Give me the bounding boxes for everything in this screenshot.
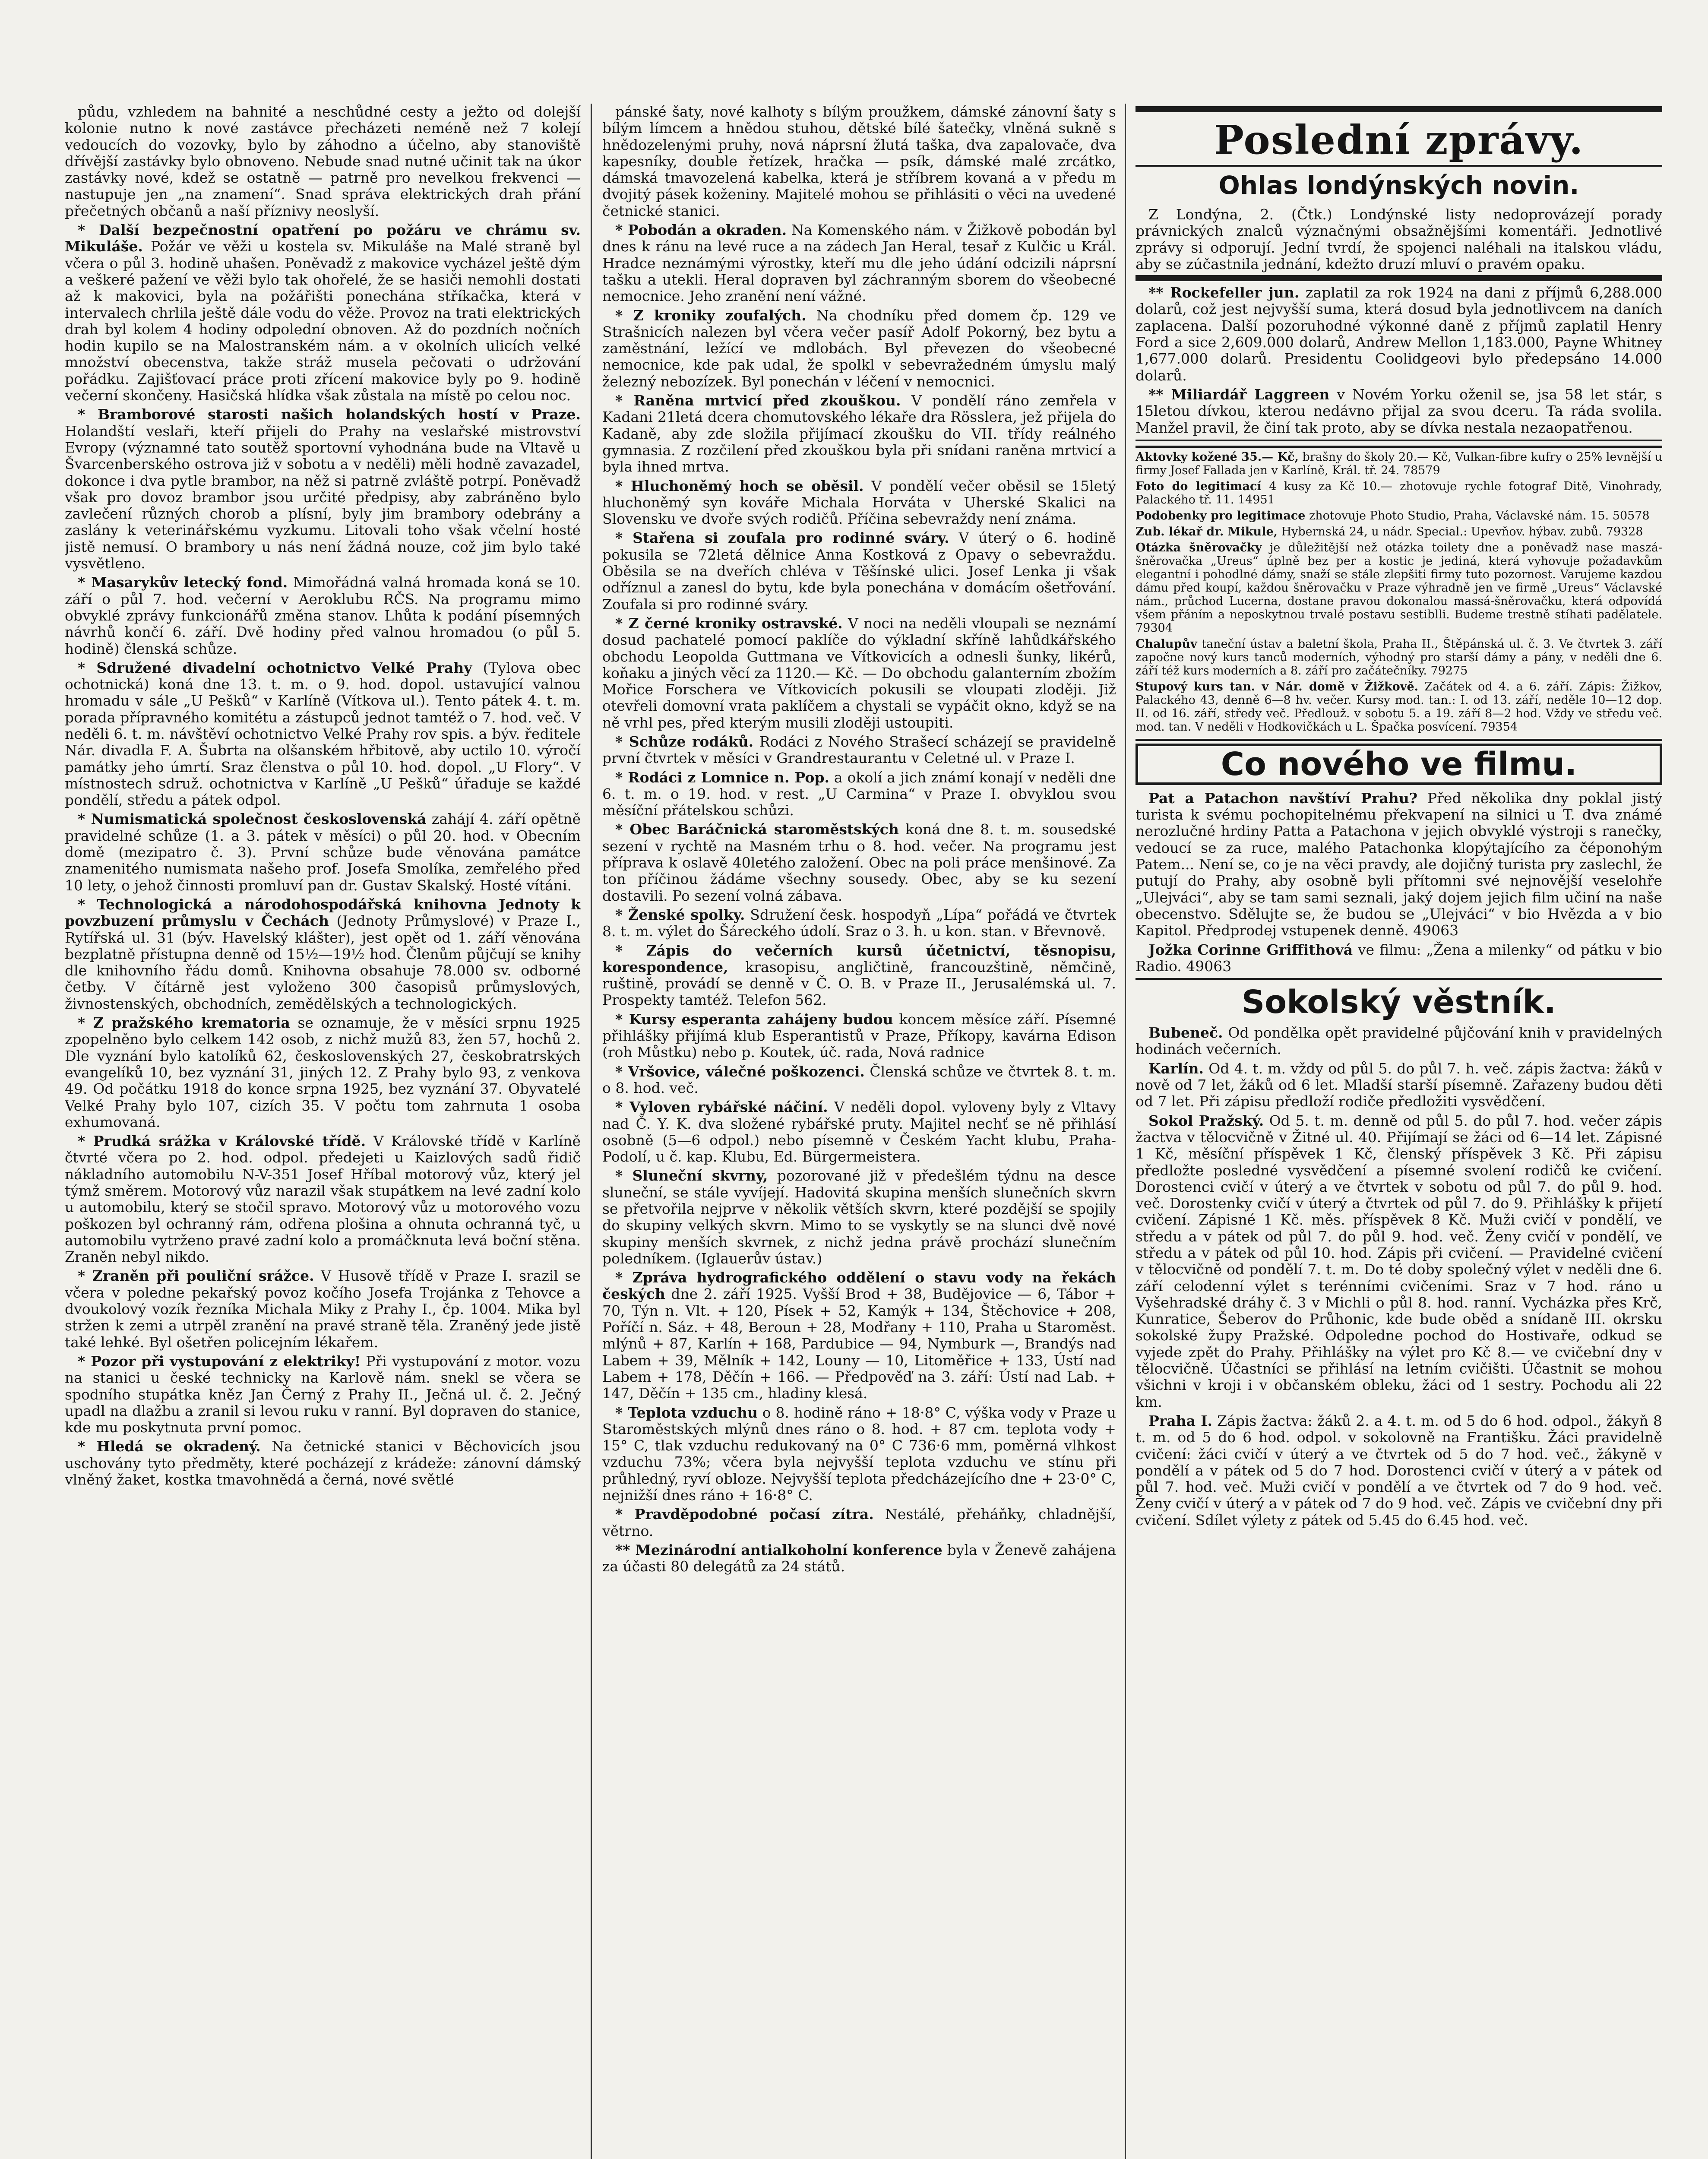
news-item-text: V noci na neděli vloupali se neznámí dosud pachatelé pomocí paklíče do výkladní skříně lahůdkářského obchodu Leopolda Guttmana ve Vítkovicích a odnesli šunky, likérů, koňaku a jiných věcí za 1120.— Kč. — Do obchodu galanterním zbožím Mořice Forschera ve Vítkovicích pokusili se vloupati zloději. Již otevřeli domovní vrata paklíčem a chystali se vypáčit okno, když se na ně vrhl pes, před kterým musili zloději ustoupiti. — [602, 614, 1116, 731]
sokol-item-heading: Sokol Pražský. — [1148, 1112, 1264, 1129]
news-item-text: koná dne 8. t. m. sousedské sezení v rychtě na Masném trhu o 8. hod. večer. Na programu jest příprava k oslavě 40letého založení. Obec na poli práce menšinové. Za ton příčinou žádáme všechny sousedy. Obec, aby se ku sezení dostavili. Po sezení volná zábava. — [602, 821, 1116, 904]
advert — [1136, 525, 1662, 538]
news-item-text: V neděli dopol. vyloveny byly z Vltavy nad Č. Y. K. dva složené rybářské pruty. Majitel nechť se ně přihlásí osobně (5—6 odpol.) nebo písemně v Českém Yacht klubu, Praha-Podolí, u č. kap. Klubu, Ed. Bürgermeistera. — [602, 1098, 1116, 1165]
rule — [1136, 978, 1662, 980]
news-item-text: V Husově třídě v Praze I. srazil se včera v poledne pekařský povoz kočího Josefa Trojánka z Tehovce a dvoukolový vozík řezníka Michala Miky z Prahy I., čp. 1004. Mika byl stržen k zemi a utrpěl zranění na pravé straně těla. Zraněný jede jistě také lehké. Byl ošetřen policejním lékařem. — [65, 1267, 581, 1351]
heavy-rule — [1136, 275, 1662, 281]
advert — [1136, 450, 1662, 477]
news-item-text: koncem měsíce září. Písemné přihlášky přijímá klub Esperantistů v Praze, Příkopy, kavárna Edison (roh Můstku) nebo p. Koutek, úč. rada, Nová radnice — [602, 1010, 1116, 1061]
news-item-heading: ** Rockefeller jun. — [1148, 284, 1300, 301]
sokol-item — [1136, 1025, 1662, 1058]
news-item-text: Na četnické stanici v Běchovicích jsou uschovány tyto předměty, které pocházejí z krádeže: zánovní dámský vlněný žaket, kostka tmavohnědá a černá, nové světlé — [65, 1438, 581, 1488]
advert — [1136, 637, 1662, 677]
news-item-text: V Královské třídě v Karlíně čtvrté včera po 2. hod. odpol. předejeti u Kaizlových sadů řidič nákladního automobilu N-V-351 Josef Hříbal motorový vůz, který jel týmž směrem. Motorový vůz narazil však stupátkem na levé zadní kolo u automobilu, který se stočil spravo. Motorový vůz u motorového vozu poškozen byl ochranný rám, odřena plošina a ohnuta ochranná tyč, u automobilu vytrženo pravé zadní kolo a promáčknuta levá boční stěna. Zraněn nebyl nikdo. — [65, 1133, 581, 1266]
film-item — [1136, 790, 1662, 939]
news-item — [65, 1353, 581, 1436]
news-item — [65, 574, 581, 657]
news-item-text: Členská schůze ve čtvrtek 8. t. m. o 8. hod. več. — [602, 1063, 1116, 1096]
advert — [1136, 680, 1662, 734]
film-section-title: Co nového ve filmu. — [1136, 744, 1662, 785]
news-item-heading: * Ženské spolky. — [615, 906, 745, 923]
news-item-heading: * Prudká srážka v Královské třídě. — [78, 1133, 366, 1150]
news-item-heading: * Zpráva hydrografického oddělení o stavu vody na řekách českých — [602, 1269, 1116, 1303]
news-item — [65, 660, 581, 809]
news-item — [602, 1099, 1116, 1165]
section-masthead: Poslední zprávy. — [1214, 117, 1584, 163]
news-item-heading: ** Miliardář Laggreen — [1148, 386, 1330, 403]
news-item-text: Rodáci z Nového Strašecí scházejí se pravidelně první čtvrtek v měsíci v Grandrestaurantu v Celetné ul. v Praze I. — [602, 733, 1116, 767]
news-item — [602, 530, 1116, 612]
advert-heading: Podobenky pro legitimace — [1136, 509, 1306, 522]
newspaper-page — [65, 104, 1662, 2159]
news-item-heading: * Z černé kroniky ostravské. — [615, 614, 843, 632]
news-item-text: v Novém Yorku oženil se, jsa 58 let stár, s 15letou dívkou, kterou nedávno přijal za svou dceru. Ta ráda svolila. Manžel pravil, že činí tak proto, aby se dívka nestala nezaopatřenou. — [1136, 386, 1662, 436]
advert-heading: Chalupův — [1136, 637, 1197, 651]
news-item — [65, 406, 581, 572]
sokol-items — [1136, 1025, 1662, 1529]
news-item — [602, 1506, 1116, 1539]
news-item-text: krasopisu, angličtině, francouzštině, němčině, ruštině, provádí se denně v Č. O. B. v Praze II., Jerusalémská ul. 7. Prospekty tamtéž. Telefon 562. — [602, 958, 1116, 1009]
advert-text: Hybernská 24, u nádr. Special.: Upevňov. hýbav. zubů. 79328 — [1278, 525, 1643, 538]
news-item-text: (Tylova obec ochotnická) koná dne 13. t. m. o 9. hod. dopol. ustavující valnou hromadu v sále „U Pešků“ v Karlíně (Vítkova ul.). Tento pátek 4. t. m. porada přípravného komitétu a zástupců jednot tamtéž o 7. hod. več. V neděli 6. t. m. návštěví ochotnictvo Velké Prahy rov spis. a býv. ředitele Nár. divadla F. A. Šubrta na olšanském hřbitově, aby uctilo 10. výročí památky jeho úmrtí. Sraz členstva o půl 10. hod. dopol. „U Flory“. V místnostech sdruž. ochotnictva v Karlíně „U Pešků“ úřaduje se každé pondělí, středu a pátek odpol. — [65, 659, 581, 809]
news-item-heading: * Pozor při vystupování z elektriky! — [78, 1352, 361, 1370]
news-item-text: Při vystupování z motor. vozu na stanici u české technicky na Karlově nám. snekl se včera se spodního stupátka kněz Jan Černý z Prahy II., Ječná ul. č. 2. Ječný upadl na dlažbu a zranil si levou ruku v ranní. Byl dopraven do stanice, kde mu poskytnuta první pomoc. — [65, 1352, 581, 1436]
sokol-item-heading: Karlín. — [1148, 1060, 1204, 1077]
sokol-section-title: Sokolský věstník. — [1241, 984, 1556, 1021]
advert-text: 4 kusy za Kč 10.— zhotovuje rychle fotograf Ditě, Vinohrady, Palackého tř. 11. 14951 — [1136, 479, 1662, 507]
sokol-item-text: Od 5. t. m. denně od půl 5. do půl 7. hod. večer zápis žactva v tělocvičně v Žitné ul. 40. Přijímají se žáci od 6—14 let. Zápisné 1 Kč, měsíční příspěvek 1 Kč, členský příspěvek 3 Kč. Při zápisu předložte posledné vysvědčení a písemné svolení rodičů ke cvičení. Dorostenci cvičí v úterý a ve čtvrtek v sobotu od půl 7. do půl 9. hod. več. Dorostenky cvičí v úterý a čtvrtek od půl 7. do 9. Přihlášky k přijetí cvičení. Zápisné 1 Kč. měs. příspěvek 8 Kč. Muži cvičí v pondělí, ve středu a v pátek od půl 7. do půl 9. hod. več. Ženy cvičí v pondělí, ve středu a v pátek od půl 10. hod. Zápis při cvičení. — Pravidelné cvičení v tělocvičně od pondělí 7. t. m. Do té doby společný výlet v neděli dne 6. září celodenní výlet s terénními cvičeními. Sraz v 7 hod. ráno u Vyšehradské dráhy č. 3 v Michli o půl 8. hod. ranní. Vycházka přes Krč, Kunratice, Šeberov do Průhonic, kde bude oběd a snídaně III. okrsku sokolské župy Pražské. Odpoledne pochod do Hostivaře, odkud se vyjede zpět do Prahy. Přihlášky na výlet pro Kč 8.— ve cvičební dny v tělocvičně. Účastníci se přihlásí na letním cvičišti. Účastnit se mohou všichni v kroji i v občanském obleku, žáci od 1 sestry. Pochodu ali 22 km. — [1136, 1112, 1662, 1410]
advert-text: Začátek od 4. a 6. září. Zápis: Žižkov, Palackého 43, denně 6—8 hv. večer. Kursy mod. tan.: I. od 13. září, neděle 10—12 dop. II. od 16. září, středy več. Předlouž. v sobotu 5. a 19. září 8—2 hod. Vždy ve středu več. mod. tan. V neděli v Hodkovičkách u L. Špačka posvícení. 79354 — [1136, 680, 1662, 734]
film-item-heading: Pat a Patachon navštíví Prahu? — [1148, 789, 1418, 807]
news-item — [602, 943, 1116, 1009]
heavy-rule — [1136, 106, 1662, 112]
news-item — [602, 478, 1116, 528]
news-item-text: V pondělí večer oběsil se 15letý hluchoněmý syn kováře Michala Horváta v Uherské Skalici na Slovensku ve dvoře svých rodičů. Příčina sebevraždy není známa. — [602, 477, 1116, 528]
news-item — [602, 734, 1116, 767]
news-item-heading: ** Mezinárodní antialkoholní konference — [615, 1541, 943, 1558]
news-item-heading: * Hledá se okradený. — [78, 1438, 261, 1455]
advert-text: je důležitější než otázka toilety dne a poněvadž nase maszá-šněrovačka „Ureus“ úplně bez per a kostic je jediná, která vyhovuje požadavkům elegantní i pohodlné dámy, snaží se stále zlepšiti firmy tuto pozornost. Varujeme kazdou dámu před koupí, každou šněrovačku v Praze výhradně jen ve firmě „Ureus“ Václavské nám., průchod Lucerna, dostane pravou dokonalou massá-šněrovačku, která odpovídá všem přáním a neposkytnou trvalé postavu sestiblli. Budeme trestně stíhati padělatele. 79304 — [1136, 541, 1662, 635]
news-item-text: byla v Ženevě zahájena za účasti 80 delegátů za 24 států. — [602, 1541, 1116, 1575]
news-item-text: se oznamuje, že v měsíci srpnu 1925 zpopelněno bylo celkem 142 osob, z nichž mužů 83, žen 57, hochů 2. Dle vyznání bylo katolíků 62, československých 27, českobratrských evangelíků 10, bez vyznání 31, jiných 12. Z Prahy bylo 93, z venkova 49. Od počátku 1918 do konce srpna 1925, bez vyznání 37. Obyvatelé Velké Prahy bylo 107, cizích 35. V počtu tom zahrnuta 1 osoba exhumovaná. — [65, 1014, 581, 1130]
advert-heading: Stupový kurs tan. v Nár. domě v Žižkově. — [1136, 680, 1419, 693]
advert — [1136, 509, 1662, 522]
news-item-heading: * Stařena si zoufala pro rodinné sváry. — [615, 529, 949, 547]
news-item-heading: * Z pražského krematoria — [78, 1014, 290, 1032]
advert-heading: Otázka šněrovačky — [1136, 541, 1262, 554]
news-item-heading: * Numismatická společnost československá — [78, 810, 427, 828]
news-item-text: (Jednoty Průmyslové) v Praze I., Rytířská ul. 31 (býv. Havelský klášter), jest opět od 1. září věnována bezplatně přístupna denně od 15½—19½ hod. Členům půjčují se knihy dle knihovního řádu domů. Knihovna obsahuje 78.000 sv. odborné četby. V čítárně jest vyloženo 300 časopisů průmyslových, živnostenských, obchodních, zemědělských a technologických. — [65, 912, 581, 1012]
news-item-heading: * Schůze rodáků. — [615, 733, 754, 750]
news-item-text: pánské šaty, nové kalhoty s bílým proužkem, dámské zánovní šaty s bílým límcem a hnědou stuhou, dětské bílé šatečky, vlněná sukně s hnědozelenými pruhy, nová náprsní žlutá taška, dva zapalovače, dva kapesníky, double řetízek, hračka — psík, dámské malé zrcátko, dámská tmavozelená kabelka, která je stříbrem kovaná a v předu m dvojitý pásek koženiny. Majitelé mohou se přihlásiti o věci na uvedené četnické stanici. — [602, 104, 1116, 219]
news-item — [65, 1268, 581, 1350]
news-item-heading: * Zápis do večerních kursů účetnictví, těsnopisu, korespondence, — [602, 942, 1116, 975]
news-item — [602, 1405, 1116, 1504]
news-item-text: V pondělí ráno zemřela v Kadani 21letá dcera chomutovského lékaře dra Rösslera, jež přijela do Kadaně, aby zde složila přijímací zkoušku do VII. třídy reálného gymnasia. Z rozčilení před zkouškou byla při snídani raněna mrtvicí a byla ihned mrtva. — [602, 392, 1116, 475]
news-item-heading: * Pobodán a okraden. — [615, 222, 787, 239]
news-item-heading: * Rodáci z Lomnice n. Pop. — [615, 769, 829, 786]
news-item — [602, 615, 1116, 731]
news-item — [1136, 285, 1662, 384]
news-item-text: o 8. hodině ráno + 18·8° C, výška vody v Praze u Staroměstských mlýnů dnes ráno o 8. hod. + 87 cm. teplota vody + 15° C, tlak vzduchu redukovaný na 0° C 736·6 mm, poměrná vlhkost vzduchu 73%; včera byla nejvyšší teplota vzduchu ve stínu při průhledný, ryví obloze. Nejvyšší teplota předcházejícího dne + 23·0° C, nejnižší dnes ráno + 16·8° C. — [602, 1404, 1116, 1504]
news-item — [65, 1133, 581, 1265]
news-item — [602, 907, 1116, 940]
film-item-text: Před několika dny poklal jistý turista k svému pochopitelnému překvapení na silnici u T. dva známé nerozlučné hrdiny Patta a Patachona v jejich obvyklé výstroji s ranečky, vedoucí se za ruce, malého Patachonka klopýtajícího za čéponohým Patem... Není se, co je na věci pravdy, ale dojičný turista pry zaslechl, že putují do Prahy, aby osobně byli přítomni své nejnovější veselohře „Ulejváci“, aby se tam sami seznali, jaký dojem jejich film učiní na naše obecenstvo. Sdělujte se, že budou se „Ulejváci“ v bio Hvězda a v bio Kapitol. Předprodej vstupenek denně. 49063 — [1136, 789, 1662, 939]
news-item-text: Holandští veslaři, kteří přijeli do Prahy na veslařské mistrovství Evropy (významné tato soutěž sportovní vyhodnána bude na Vltavě u Švarcenberského ostrova již v sobotu a v neděli) měli hodně zavazadel, dokonce i dva pytle brambor, na něž si patrně zvláště potrpí. Poněvadž však pro dovoz brambor jsou určité předpisy, aby zabráněno bylo zavlečení různých chorob a plísní, byly jim brambory odebrány a zaslány k veterinářskému vyzkumu. Litovali toho však včelní hosté jistě nemusí. O brambory u nás není žádná nouze, což jim bylo také vysvětleno. — [65, 422, 581, 572]
column-local-news-continued — [602, 104, 1116, 1578]
column-local-news — [65, 104, 581, 1491]
news-item — [602, 222, 1116, 304]
news-item-text: V úterý o 6. hodině pokusila se 72letá dělnice Anna Kostková z Opavy o sebevraždu. Oběsila se na dveřích chléva v Těšínské ulici. Josef Lenka ji však odříznul a zanesl do bytu, kde byla ponechána v domácím ošetřování. Zoufala si pro rodinné sváry. — [602, 529, 1116, 613]
advert — [1136, 480, 1662, 507]
advert-heading: Foto do legitimací — [1136, 479, 1262, 493]
film-item — [1136, 942, 1662, 975]
news-item — [602, 1168, 1116, 1267]
advert — [1136, 541, 1662, 635]
news-item — [65, 104, 581, 219]
section-subhead: Ohlas londýnských novin. — [1218, 171, 1579, 200]
news-item-text: Mimořádná valná hromada koná se 10. září o půl 7. hod. večerní v Aeroklubu RČS. Na programu mimo obvyklé zprávy funkcionářů změna stanov. Lhůta k podání písemných návrhů končí 6. září. Dvě hodiny před valnou hromadou (o půl 5. hodině) členská schůze. — [65, 574, 581, 657]
news-item-text: Na chodníku před domem čp. 129 ve Strašnicích nalezen byl včera večer pasíř Adolf Pokorný, bez bytu a zaměstnání, ležící ve mdlobách. Byl převezen do všeobecné nemocnice, kde pak udal, že spolkl v sebevražedném úmyslu malý železný nebozízek. Byl ponechán v léčení v nemocnici. — [602, 307, 1116, 390]
classified-ads — [1136, 446, 1662, 741]
column-rule — [1125, 104, 1126, 2159]
news-item — [602, 393, 1116, 475]
news-item-heading: * Technologická a národohospodářská knihovna Jednoty k povzbuzení průmyslu v Čechách — [65, 896, 581, 930]
rule — [1136, 440, 1662, 441]
news-item-heading: * Vršovice, válečné poškozenci. — [615, 1063, 865, 1080]
news-item — [602, 769, 1116, 819]
news-item — [65, 222, 581, 404]
news-item-heading: * Obec Baráčnická staroměstských — [615, 821, 899, 838]
news-item-heading: * Kursy esperanta zahájeny budou — [615, 1010, 893, 1028]
news-item — [65, 1015, 581, 1130]
sokol-item — [1136, 1413, 1662, 1529]
news-item-text: Sdružení česk. hospodyň „Lípa“ pořádá ve čtvrtek 8. t. m. výlet do Šáreckého údolí. Sraz o 3. h. u kon. stan. v Břevnově. — [602, 906, 1116, 940]
news-item — [602, 1011, 1116, 1061]
news-item-heading: * Teplota vzduchu — [615, 1404, 758, 1421]
sokol-item-text: Od 4. t. m. vždy od půl 5. do půl 7. h. več. zápis žactva: žáků v nově od 7 let, žáků od 6 let. Mladší starší písemně. Zařazeny budou děti od 7 let. Při zápisu předloží rodiče předložiti vysvědčení. — [1136, 1060, 1662, 1110]
sokol-item-text: Od pondělka opět pravidelné půjčování knih v pravidelných hodinách večerních. — [1136, 1024, 1662, 1058]
advert-text: zhotovuje Photo Studio, Praha, Václavské nám. 15. 50578 — [1305, 509, 1650, 522]
news-item-text: Na Komenského nám. v Žižkově pobodán byl dnes k ránu na levé ruce a na zádech Jan Heral, tesař z Kulčic u Král. Hradce neznámými výrostky, kteří mu dle jeho údání odcizili náprsní tašku a utekli. Heral dopraven byl záchranným sborem do všeobecné nemocnice. Jeho zranění není vážné. — [602, 222, 1116, 305]
news-item-heading: * Raněna mrtvicí před zkouškou. — [615, 392, 901, 409]
news-item-text: Nestálé, přeháňky, chladnější, větrno. — [602, 1506, 1116, 1539]
advert-text: taneční ústav a baletní škola, Praha II., Štěpánská ul. č. 3. Ve čtvrtek 3. září započne nový kurs tanců moderních, výhodný pro starší dámy a pány, v neděli dne 6. září též kurs moderních a 8. září pro začátečníky. 79275 — [1136, 637, 1662, 677]
news-item-heading: * Sluneční skvrny, — [615, 1167, 768, 1184]
column-rule — [591, 104, 592, 2159]
news-item-heading: * Z kroniky zoufalých. — [615, 307, 807, 324]
news-item — [1136, 386, 1662, 436]
news-item-text: pozorované již v předešlém týdnu na desce sluneční, se stále vyvíjejí. Hadovitá skupina menších slunečních skvrn se přetvořila nejprve v několik větších skvrn, které pozdější se spojily do skupiny velkých skvrn. Mimo to se vyskytly se na slunci dvě nové skupiny menších skvrnek, z nichž jedna právě prochází slunečním poledníkem. (Iglauerův ústav.) — [602, 1167, 1116, 1267]
news-item-heading: * Hluchoněmý hoch se oběsil. — [615, 477, 864, 494]
news-item-text: a okolí a jich známí konají v neděli dne 6. t. m. o 19. hod. v rest. „U Carmina“ v Praze I. obvyklou svou měsíční přátelskou schůzi. — [602, 769, 1116, 819]
advert-heading: Zub. lékař dr. Mikule, — [1136, 525, 1278, 538]
news-items — [1136, 285, 1662, 436]
sokol-item-heading: Bubeneč. — [1148, 1024, 1223, 1042]
news-item-heading: * Bramborové starosti našich holandských hostí v Praze. — [78, 406, 581, 423]
rule — [1136, 165, 1662, 167]
sokol-item — [1136, 1113, 1662, 1410]
column-latest-news — [1136, 104, 1662, 1531]
news-item — [602, 307, 1116, 390]
sokol-item-heading: Praha I. — [1148, 1412, 1212, 1429]
news-item-text: dne 2. září 1925. Vyšší Brod + 38, Budějovice — 6, Tábor + 70, Týn n. Vlt. + 120, Písek + 52, Kamýk + 134, Štěchovice + 208, Poříčí n. Sáz. + 48, Beroun + 28, Modřany + 110, Praha u Staroměst. mlýnů + 87, Karlín + 168, Pardubice — 94, Nymburk —, Brandýs nad Labem + 39, Mělník + 142, Louny — 10, Litoměřice + 133, Ústí nad Labem + 178, Děčín + 166. — Předpověď na 3. září: Ústí nad Lab. + 147, Děčín + 135 cm., hladiny klesá. — [602, 1285, 1116, 1402]
news-item-heading: * Sdružené divadelní ochotnictvo Velké Prahy — [78, 659, 472, 676]
sokol-item-text: Zápis žactva: žáků 2. a 4. t. m. od 5 do 6 hod. odpol., žákyň 8 t. m. od 5 do 6 hod. odpol. v sokolovně na Františku. Žáci pravidelně cvičení: žáci cvičí v úterý a ve čtvrtek od 5 do 7 hod. več., žákyně v pondělí a v pátek od 5 do 7 hod. Dorostenci cvičí v úterý a v pátek od půl 7. hod. več. Muži cvičí v pondělí a ve čtvrtek od 7 do 9 hod. več. Ženy cvičí v úterý a v pátek od 7 do 9 hod. več. Zápis ve cvičební dny při cvičení. Sdílet výlety z pátek od 5.45 do 6.45 hod. več. — [1136, 1412, 1662, 1529]
advert-text: brašny do školy 20.— Kč, Vulkan-fibre kufry o 25% levnější u firmy Josef Fallada jen v Karlíně, Král. tř. 24. 78579 — [1136, 450, 1662, 477]
news-item-heading: * Vyloven rybářské náčiní. — [615, 1098, 828, 1116]
news-item-heading: * Pravděpodobné počasí zítra. — [615, 1506, 874, 1523]
news-item-text: půdu, vzhledem na bahnité a neschůdné cesty a ježto od dolejší kolonie nutno k nové zastávce přecházeti neméně než 7 kolejí vedoucích do vozovky, bylo by záhodno a účelno, aby stanoviště dřívější zastávky bylo obnoveno. Nebude snad nutné učinit tak na úkor zastávky nové, kdež se ostatně — patrně pro nevelkou frekvenci — nastupuje jen „na znamení“. Snad správa elektrických drah přání přečetných občanů a naší příznivy neoslyší. — [65, 104, 581, 219]
news-item — [65, 811, 581, 893]
news-item-heading: * Masarykův letecký fond. — [78, 574, 288, 591]
news-item — [602, 1269, 1116, 1402]
film-items — [1136, 790, 1662, 975]
news-item-text: Požár ve věži u kostela sv. Mikuláše na Malé straně byl včera o půl 3. hodině uhašen. Poněvadž z makovice vycházel ještě dým a veškeré pažení ve věži bylo tak ohořelé, že se hasiči nemohli dostati až k makovici, byla na požářišti ponechána stříkačka, která v intervalech chrlila ještě dále vodu do věže. Provoz na trati elektrických drah byl kolem 4 hodiny odpolední obnoven. Až do pozdních nočních hodin kupilo se na Malostranském nám. a v okolních ulicích velké množství obecenstva, takže stráž musela pečovati o udržování pořádku. Zajišťovací práce proti zřícení makovice byly po 9. hodině večerní skončeny. Hasičská hlídka však zůstala na místě po celou noc. — [65, 238, 581, 404]
film-item-text: ve filmu: „Žena a milenky“ od pátku v bio Radio. 49063 — [1136, 941, 1662, 975]
news-item — [602, 1064, 1116, 1097]
news-item — [65, 896, 581, 1012]
london-report: Z Londýna, 2. (Čtk.) Londýnské listy nedoprovázejí porady právnických znalců význačnými obsažnějšími komentáři. Jednotlivé zprávy si odporují. Jední tvrdí, že spojenci naléhali na italskou vládu, aby se zúčastnila jednání, kdežto druzí mluví o pravém opaku. — [1136, 206, 1662, 272]
news-item — [602, 1542, 1116, 1575]
advert-heading: Aktovky kožené 35.— Kč, — [1136, 450, 1299, 464]
news-item — [602, 821, 1116, 904]
news-item-heading: * Zraněn při pouliční srážce. — [78, 1267, 314, 1285]
news-item-text: zahájí 4. září opětně pravidelné schůze (1. a 3. pátek v měsíci) o půl 20. hod. v Obecním domě (mezipatro č. 3). První schůze bude věnována památce znamenitého numismata našeho prof. Josefa Smolíka, zemřelého před 10 lety, o jehož činnosti promluví pan dr. Gustav Skalský. Hosté vítáni. — [65, 810, 581, 894]
film-item-heading: Jožka Corinne Griffithová — [1148, 941, 1353, 958]
sokol-item — [1136, 1061, 1662, 1110]
news-item-text: zaplatil za rok 1924 na dani z příjmů 6,288.000 dolarů, což jest nejvyšší suma, která dosud byla jednotlivcem na daních zaplacena. Další pozoruhodné výkonné daně z příjmů zaplatil Henry Ford a sice 2,609.000 dolarů, Andrew Mellon 1,183.000, Payne Whitney 1,677.000 dolarů. Presidentu Coolidgeovi bylo předepsáno 14.000 dolarů. — [1136, 284, 1662, 384]
news-item — [65, 1438, 581, 1488]
news-item — [602, 104, 1116, 219]
news-item-heading: * Další bezpečnostní opatření po požáru ve chrámu sv. Mikuláše. — [65, 222, 581, 255]
